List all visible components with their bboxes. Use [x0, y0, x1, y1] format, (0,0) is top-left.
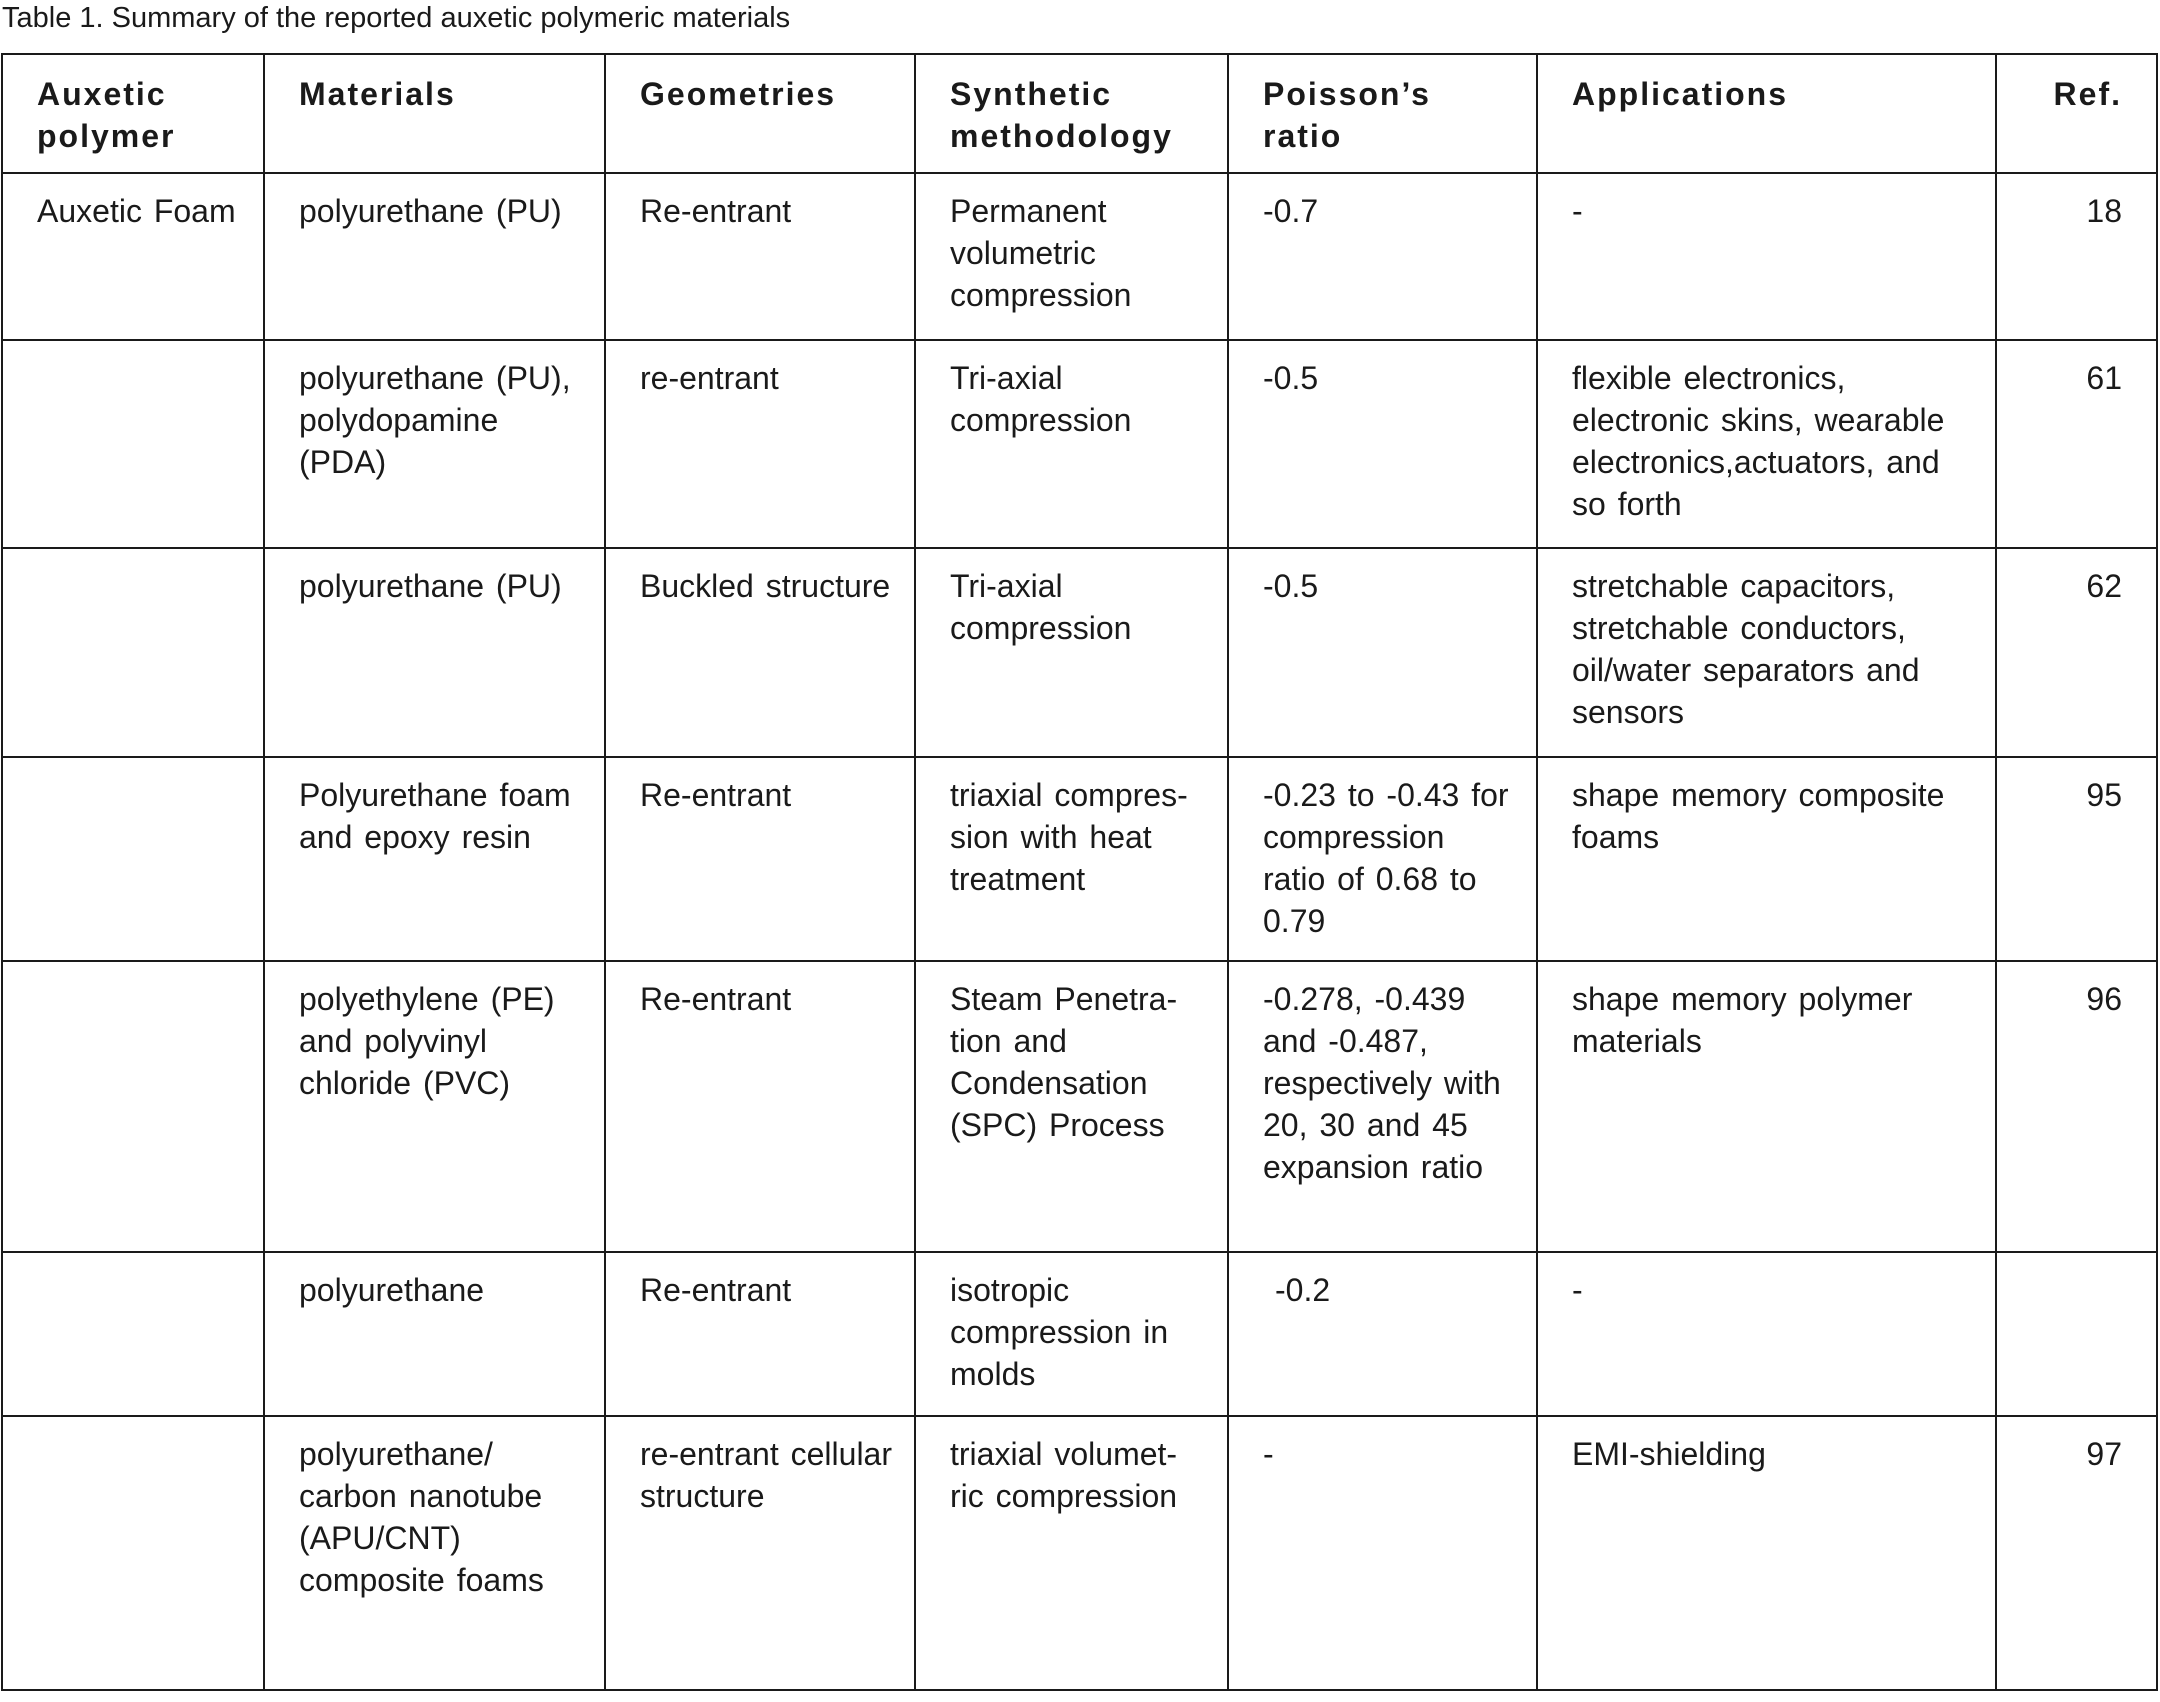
table-row: [2, 757, 2157, 961]
cell-materials: polyurethane (PU): [264, 173, 605, 340]
cell-geometries: Re-entrant: [605, 173, 915, 340]
cell-geometries: Buckled structure: [605, 548, 915, 757]
cell-geometries: re-entrant cellular structure: [605, 1416, 915, 1690]
cell-ref: 95: [1996, 757, 2157, 961]
cell-ref: 61: [1996, 340, 2157, 548]
cell-applications: flexible electronics, electronic skins, wearable electronics,actuators, and so forth: [1537, 340, 1996, 548]
cell-materials: polyurethane (PU), polydopamine (PDA): [264, 340, 605, 548]
cell-geometries: re-entrant: [605, 340, 915, 548]
cell-poissons-ratio: -0.278, -0.439 and -0.487, respectively with 20, 30 and 45 expansion ratio: [1228, 961, 1537, 1252]
cell-ref: 97: [1996, 1416, 2157, 1690]
cell-geometries: Re-entrant: [605, 961, 915, 1252]
cell-applications: stretchable capacitors, stretchable conductors, oil/water separators and sensors: [1537, 548, 1996, 757]
cell-materials: polyurethane/ carbon nanotube (APU/CNT) composite foams: [264, 1416, 605, 1690]
cell-applications: -: [1537, 173, 1996, 340]
col-header-synthetic-methodology: Synthetic methodology: [915, 54, 1228, 173]
cell-auxetic-polymer: [2, 961, 264, 1252]
cell-poissons-ratio: -0.5: [1228, 340, 1537, 548]
cell-poissons-ratio: -0.7: [1228, 173, 1537, 340]
cell-materials: polyethylene (PE) and polyvinyl chloride (PVC): [264, 961, 605, 1252]
cell-ref: 18: [1996, 173, 2157, 340]
cell-geometries: Re-entrant: [605, 1252, 915, 1416]
cell-ref: [1996, 1252, 2157, 1416]
col-header-auxetic-polymer: Auxetic polymer: [2, 54, 264, 173]
cell-synthetic-methodology: Tri-axial compression: [915, 548, 1228, 757]
col-header-applications: Applications: [1537, 54, 1996, 173]
table-row: [2, 173, 2157, 340]
table-row: [2, 961, 2157, 1252]
cell-synthetic-methodology: Steam Penetra-tion and Condensation (SPC) Process: [915, 961, 1228, 1252]
cell-applications: EMI-shielding: [1537, 1416, 1996, 1690]
table-row: [2, 1252, 2157, 1416]
cell-auxetic-polymer: [2, 340, 264, 548]
col-header-geometries: Geometries: [605, 54, 915, 173]
cell-auxetic-polymer: Auxetic Foam: [2, 173, 264, 340]
cell-applications: -: [1537, 1252, 1996, 1416]
cell-auxetic-polymer: [2, 1252, 264, 1416]
table-row: [2, 340, 2157, 548]
cell-ref: 62: [1996, 548, 2157, 757]
cell-materials: polyurethane: [264, 1252, 605, 1416]
cell-materials: polyurethane (PU): [264, 548, 605, 757]
table-row: [2, 1416, 2157, 1690]
col-header-materials: Materials: [264, 54, 605, 173]
cell-auxetic-polymer: [2, 1416, 264, 1690]
table-caption: Table 1. Summary of the reported auxetic polymeric materials: [2, 2, 791, 34]
cell-applications: shape memory polymer materials: [1537, 961, 1996, 1252]
col-header-ref: Ref.: [1996, 54, 2157, 173]
cell-ref: 96: [1996, 961, 2157, 1252]
cell-synthetic-methodology: isotropic compression in molds: [915, 1252, 1228, 1416]
cell-poissons-ratio: -0.23 to -0.43 for compression ratio of 0.68 to 0.79: [1228, 757, 1537, 961]
cell-applications: shape memory composite foams: [1537, 757, 1996, 961]
cell-auxetic-polymer: [2, 548, 264, 757]
cell-poissons-ratio: -: [1228, 1416, 1537, 1690]
cell-poissons-ratio: -0.5: [1228, 548, 1537, 757]
cell-synthetic-methodology: triaxial volumet-ric compression: [915, 1416, 1228, 1690]
col-header-poissons-ratio: Poisson’s ratio: [1228, 54, 1537, 173]
cell-geometries: Re-entrant: [605, 757, 915, 961]
summary-table: [1, 53, 2158, 1691]
cell-synthetic-methodology: triaxial compres-sion with heat treatment: [915, 757, 1228, 961]
table-row: [2, 548, 2157, 757]
cell-poissons-ratio: -0.2: [1228, 1252, 1537, 1416]
cell-auxetic-polymer: [2, 757, 264, 961]
header-row: [2, 54, 2157, 173]
cell-synthetic-methodology: Permanent volumetric compression: [915, 173, 1228, 340]
cell-synthetic-methodology: Tri-axial compression: [915, 340, 1228, 548]
cell-materials: Polyurethane foam and epoxy resin: [264, 757, 605, 961]
